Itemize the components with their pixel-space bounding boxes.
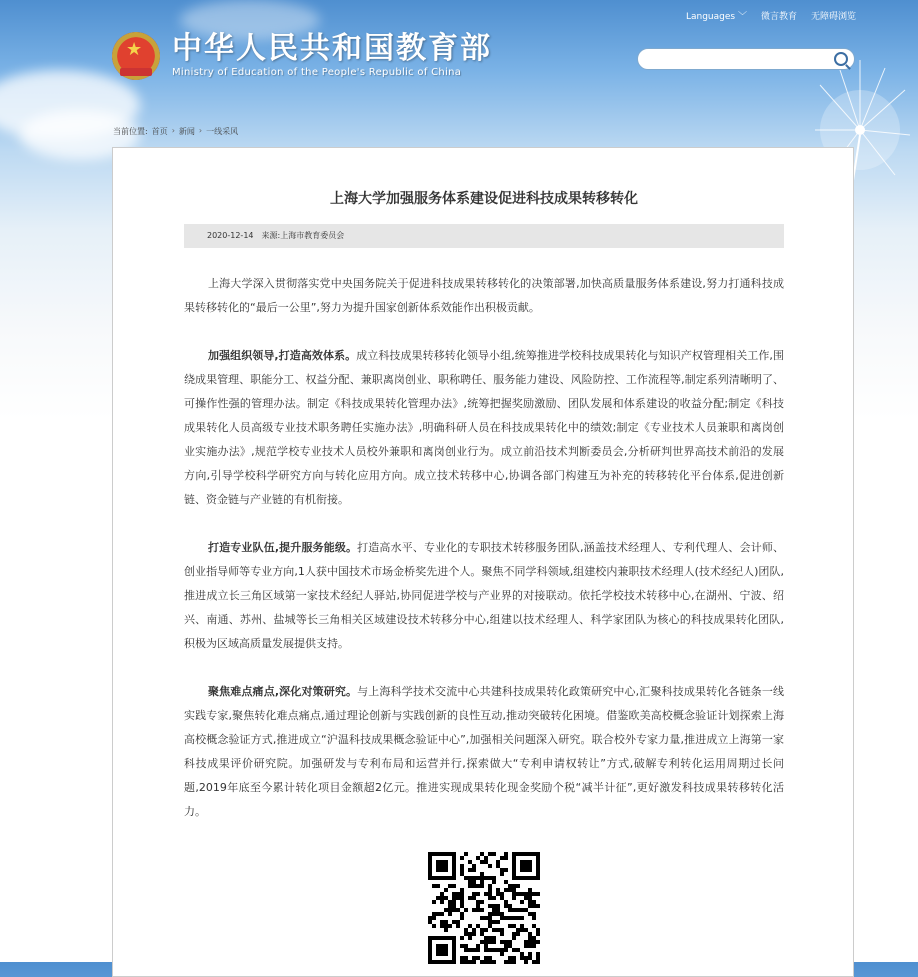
article-meta [184,224,784,248]
breadcrumb-news[interactable]: 新闻 [178,127,195,136]
breadcrumb [113,126,238,137]
paragraph-text: 上海大学深入贯彻落实党中央国务院关于促进科技成果转移转化的决策部署,加快高质量服务体系建设,努力打通科技成果转移转化的“最后一公里”,努力为提升国家创新体系效能作出积极贡献。 [184,277,784,314]
paragraph-text: 与上海科学技术交流中心共建科技成果转化政策研究中心,汇聚科技成果转化各链条一线实践专家,聚焦转化难点痛点,通过理论创新与实践创新的良性互动,推动突破转化困境。借鉴欧美高校概念验证计划探索上海高校概念验证方式,推进成立“沪温科技成果概念验证中心”,加强相关问题深入研究。联合校外专家力量,推进成立上海第一家科技成果评价研究院。加强研发与专利布局和运营并行,探索做大“专利申请权转让”方式,破解专利转化运用周期过长问题,2019年底至今累计转化项目金额超2亿元。推进实现成果转化现金奖励个税“减半计征”,更好激发科技成果转移转化活力。 [184,685,784,818]
paragraph-text: 打造高水平、专业化的专职技术转移服务团队,涵盖技术经理人、专利代理人、会计师、创业指导师等专业方向,1人获中国技术市场金桥奖先进个人。聚焦不同学科领域,组建校内兼职技术经理人(技术经纪人)团队,推进成立长三角区域第一家技术经纪人驿站,协同促进学校与产业界的对接联动。依托学校技术转移中心,在湖州、宁波、绍兴、南通、苏州、盐城等长三角相关区域建设技术转移分中心,组建以技术经理人、科学家团队为核心的科技成果转化团队,积极为区域高质量发展提供支持。 [184,541,784,650]
paragraph-lead: 加强组织领导,打造高效体系。 [208,349,357,362]
breadcrumb-label: 当前位置: [113,127,148,136]
wechat-education-link[interactable]: 微言教育 [760,12,797,22]
paragraph-text: 成立科技成果转移转化领导小组,统筹推进学校科技成果转化与知识产权管理相关工作,围绕成果管理、职能分工、权益分配、兼职离岗创业、职称聘任、服务能力建设、风险防控、工作流程等,制定系列清晰明了、可操作性强的管理办法。制定《科技成果转化管理办法》,统筹把握奖励激励、团队发展和体系建设的收益分配;制定《科技成果转化人员高级专业技术职务聘任实施办法》,明确科研人员在科技成果转化中的绩效;制定《专业技术人员兼职和离岗创业实施办法》,规范学校专业技术人员校外兼职和离岗创业行为。成立前沿技术判断委员会,分析研判世界高技术前沿的发展方向,引导学校科学研究方向与转化应用方向。成立技术转移中心,协调各部门构建互为补充的转移转化平台体系,促进创新链、资金链与产业链的有机衔接。 [184,349,784,506]
breadcrumb-separator: › [171,126,175,135]
site-title-en: Ministry of Education of the People's Republic of China [172,67,462,78]
paragraph-lead: 打造专业队伍,提升服务能级。 [208,541,358,554]
article-date: 2020-12-14 [207,231,254,240]
search-box [637,48,855,70]
paragraph-lead: 聚焦难点痛点,深化对策研究。 [208,685,358,698]
article-paragraph [184,272,784,320]
article-body [184,272,784,848]
article-paragraph [184,344,784,512]
accessibility-link[interactable]: 无障碍浏览 [810,12,856,22]
site-title-cn: 中华人民共和国教育部 [172,31,492,66]
national-emblem-icon: ★ [112,32,160,80]
languages-link[interactable] [686,9,747,22]
article-paragraph [184,536,784,656]
breadcrumb-home[interactable]: 首页 [151,127,168,136]
breadcrumb-separator: › [198,126,203,135]
site-logo[interactable] [112,32,492,80]
search-input[interactable] [648,51,832,71]
article-source: 来源:上海市教育委员会 [261,231,345,240]
search-icon[interactable] [834,52,848,66]
chevron-down-icon: ﹀ [737,12,747,22]
languages-label: Languages [685,12,736,22]
article-container [112,147,854,977]
article-paragraph [184,680,784,824]
breadcrumb-frontline[interactable]: 一线采风 [206,127,239,136]
article-title: 上海大学加强服务体系建设促进科技成果转移转化 [330,191,638,207]
top-links [686,9,856,22]
qr-code-icon [428,852,540,964]
